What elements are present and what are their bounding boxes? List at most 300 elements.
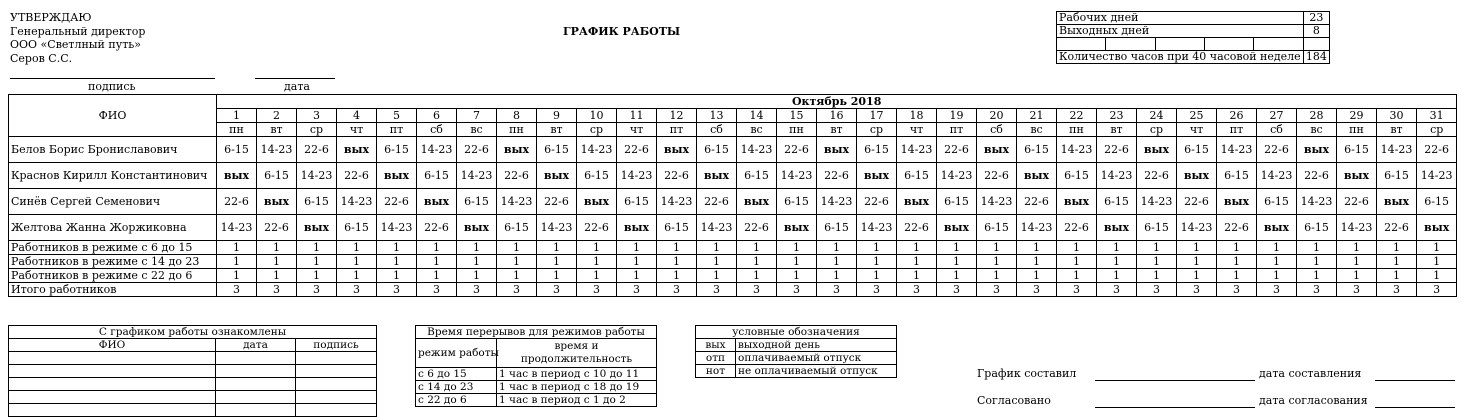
summary-value: 1	[777, 241, 817, 255]
summary-value: 3	[737, 283, 777, 297]
summary-value: 1	[937, 241, 977, 255]
breaks-row	[416, 394, 657, 407]
day-number: 7	[457, 109, 497, 123]
summary-value: 1	[1217, 241, 1257, 255]
stats-row	[1057, 25, 1330, 38]
day-number: 6	[417, 109, 457, 123]
shift-cell: вых	[457, 215, 497, 241]
summary-value: 1	[337, 241, 377, 255]
shift-cell: вых	[257, 189, 297, 215]
summary-value: 3	[817, 283, 857, 297]
shift-cell: 22-6	[737, 215, 777, 241]
shift-cell: 14-23	[897, 137, 937, 163]
shift-cell: 6-15	[817, 215, 857, 241]
break-mode: с 6 до 15	[416, 368, 497, 381]
summary-value: 1	[1137, 269, 1177, 283]
shift-cell: 6-15	[1017, 137, 1057, 163]
shift-cell: 22-6	[657, 163, 697, 189]
weekday: вс	[737, 123, 777, 137]
summary-value: 1	[1417, 269, 1457, 283]
shift-cell: вых	[297, 215, 337, 241]
shift-cell: вых	[1057, 189, 1097, 215]
company-name: ООО «Светлный путь»	[10, 38, 141, 51]
shift-cell: 6-15	[857, 137, 897, 163]
acquainted-sign-cell[interactable]	[296, 378, 377, 391]
summary-value: 1	[1097, 269, 1137, 283]
legend-row	[696, 339, 897, 352]
day-number: 30	[1377, 109, 1417, 123]
shift-cell: вых	[617, 215, 657, 241]
summary-value: 1	[1137, 241, 1177, 255]
acquainted-date-cell[interactable]	[216, 352, 296, 365]
acquainted-empty-row	[9, 365, 377, 378]
day-number: 13	[697, 109, 737, 123]
summary-value: 1	[257, 269, 297, 283]
shift-cell: 14-23	[297, 163, 337, 189]
day-number: 11	[617, 109, 657, 123]
shift-cell: вых	[1137, 137, 1177, 163]
summary-value: 1	[1377, 255, 1417, 269]
summary-value: 1	[1097, 241, 1137, 255]
day-number: 20	[977, 109, 1017, 123]
shift-cell: вых	[937, 215, 977, 241]
shift-cell: вых	[1417, 215, 1457, 241]
shift-cell: 22-6	[1137, 163, 1177, 189]
weekday: вт	[1377, 123, 1417, 137]
summary-row	[9, 241, 1457, 255]
shift-cell: вых	[777, 215, 817, 241]
summary-value: 1	[217, 269, 257, 283]
shift-cell: вых	[1217, 189, 1257, 215]
summary-value: 3	[1417, 283, 1457, 297]
shift-cell: 14-23	[257, 137, 297, 163]
summary-value: 1	[937, 255, 977, 269]
acquainted-col-sign: подпись	[296, 339, 377, 352]
summary-value: 1	[857, 269, 897, 283]
break-time: 1 час в период с 18 до 19	[497, 381, 657, 394]
acquainted-fio-cell[interactable]	[9, 391, 216, 404]
summary-row	[9, 283, 1457, 297]
shift-cell: вых	[1097, 215, 1137, 241]
shift-cell: вых	[1297, 137, 1337, 163]
summary-value: 3	[577, 283, 617, 297]
shift-cell: 14-23	[657, 189, 697, 215]
shift-cell: вых	[897, 189, 937, 215]
summary-value: 1	[537, 255, 577, 269]
weekday: пн	[217, 123, 257, 137]
summary-value: 1	[977, 241, 1017, 255]
summary-value: 1	[737, 255, 777, 269]
day-number: 9	[537, 109, 577, 123]
day-number: 24	[1137, 109, 1177, 123]
compiled-label: График составил	[977, 367, 1077, 380]
acquainted-date-cell[interactable]	[216, 391, 296, 404]
hours-label: Количество часов при 40 часовой неделе	[1057, 51, 1304, 64]
acquainted-date-cell[interactable]	[216, 378, 296, 391]
shift-cell: 6-15	[1417, 189, 1457, 215]
summary-value: 1	[1137, 255, 1177, 269]
summary-value: 1	[1297, 269, 1337, 283]
shift-cell: вых	[857, 163, 897, 189]
shift-cell: 14-23	[1097, 163, 1137, 189]
acquainted-sign-cell[interactable]	[296, 352, 377, 365]
day-number: 27	[1257, 109, 1297, 123]
summary-value: 1	[657, 241, 697, 255]
summary-value: 1	[857, 241, 897, 255]
shift-cell: 22-6	[257, 215, 297, 241]
summary-value: 3	[1137, 283, 1177, 297]
summary-value: 1	[817, 255, 857, 269]
weekday: пн	[777, 123, 817, 137]
break-mode: с 22 до 6	[416, 394, 497, 407]
shift-cell: 14-23	[537, 215, 577, 241]
compiled-date-line[interactable]	[1375, 380, 1455, 381]
day-number: 31	[1417, 109, 1457, 123]
shift-cell: 22-6	[1177, 189, 1217, 215]
summary-value: 1	[497, 255, 537, 269]
summary-value: 1	[897, 241, 937, 255]
hours-value: 184	[1303, 51, 1329, 64]
weekday: сб	[697, 123, 737, 137]
summary-value: 1	[897, 255, 937, 269]
acquainted-sign-cell[interactable]	[296, 391, 377, 404]
work-days-label: Рабочих дней	[1057, 12, 1304, 25]
shift-cell: 14-23	[577, 137, 617, 163]
shift-cell: вых	[1377, 189, 1417, 215]
legend-code: вых	[696, 339, 736, 352]
acquainted-sign-cell[interactable]	[296, 404, 377, 417]
shift-cell: 6-15	[937, 189, 977, 215]
summary-value: 1	[417, 269, 457, 283]
shift-cell: 14-23	[337, 189, 377, 215]
employee-row	[9, 215, 1457, 241]
summary-value: 3	[297, 283, 337, 297]
summary-value: 1	[617, 255, 657, 269]
summary-value: 1	[257, 255, 297, 269]
shift-cell: 14-23	[1257, 163, 1297, 189]
summary-value: 1	[817, 241, 857, 255]
shift-cell: вых	[1257, 215, 1297, 241]
shift-cell: вых	[497, 137, 537, 163]
weekday: пн	[1057, 123, 1097, 137]
breaks-table	[415, 325, 657, 407]
work-days-value: 23	[1303, 12, 1329, 25]
summary-value: 3	[1337, 283, 1377, 297]
shift-cell: 22-6	[1377, 215, 1417, 241]
shift-cell: 14-23	[1177, 215, 1217, 241]
weekday: ср	[857, 123, 897, 137]
weekday: чт	[337, 123, 377, 137]
summary-value: 1	[217, 241, 257, 255]
shift-cell: 14-23	[1217, 137, 1257, 163]
agreed-label: Согласовано	[977, 394, 1051, 407]
acquainted-empty-row	[9, 391, 377, 404]
summary-value: 3	[457, 283, 497, 297]
shift-cell: 22-6	[1417, 137, 1457, 163]
day-number: 5	[377, 109, 417, 123]
summary-value: 1	[1297, 241, 1337, 255]
day-number: 14	[737, 109, 777, 123]
shift-cell: 22-6	[897, 215, 937, 241]
summary-value: 1	[1017, 241, 1057, 255]
day-number: 17	[857, 109, 897, 123]
approver-name: Серов С.С.	[10, 51, 73, 65]
weekday: вс	[457, 123, 497, 137]
summary-value: 1	[217, 255, 257, 269]
summary-value: 1	[657, 255, 697, 269]
weekday: сб	[977, 123, 1017, 137]
shift-cell: вых	[1337, 163, 1377, 189]
summary-value: 1	[1017, 269, 1057, 283]
weekday: чт	[1177, 123, 1217, 137]
shift-cell: 22-6	[1057, 215, 1097, 241]
day-number: 23	[1097, 109, 1137, 123]
summary-value: 1	[1057, 241, 1097, 255]
summary-value: 1	[297, 241, 337, 255]
summary-value: 1	[1097, 255, 1137, 269]
summary-value: 1	[1177, 241, 1217, 255]
shift-cell: 14-23	[617, 163, 657, 189]
shift-cell: 6-15	[777, 189, 817, 215]
summary-value: 1	[537, 269, 577, 283]
shift-cell: 6-15	[297, 189, 337, 215]
summary-value: 1	[497, 241, 537, 255]
summary-value: 1	[417, 255, 457, 269]
agreed-signature-line[interactable]	[1095, 407, 1255, 408]
summary-value: 1	[457, 269, 497, 283]
summary-value: 3	[977, 283, 1017, 297]
shift-cell: 6-15	[1137, 215, 1177, 241]
shift-cell: 14-23	[417, 137, 457, 163]
shift-cell: 6-15	[1057, 163, 1097, 189]
summary-value: 1	[337, 255, 377, 269]
weekday: ср	[1417, 123, 1457, 137]
shift-cell: 22-6	[577, 215, 617, 241]
acquainted-title: С графиком работы ознакомлены	[9, 326, 377, 339]
shift-cell: 6-15	[577, 163, 617, 189]
days-off-value: 8	[1303, 25, 1329, 38]
shift-cell: 22-6	[977, 163, 1017, 189]
weekday: сб	[1257, 123, 1297, 137]
shift-cell: 14-23	[777, 163, 817, 189]
legend-row	[696, 352, 897, 365]
summary-value: 3	[257, 283, 297, 297]
shift-cell: 6-15	[377, 137, 417, 163]
shift-cell: 22-6	[617, 137, 657, 163]
day-number: 29	[1337, 109, 1377, 123]
summary-value: 1	[777, 255, 817, 269]
legend-row	[696, 365, 897, 378]
summary-value: 1	[617, 241, 657, 255]
weekday: вт	[1097, 123, 1137, 137]
acquainted-empty-row	[9, 378, 377, 391]
agreed-date-line[interactable]	[1375, 407, 1455, 408]
employee-row	[9, 189, 1457, 215]
summary-value: 1	[577, 255, 617, 269]
weekday-row	[9, 123, 1457, 137]
shift-cell: 22-6	[1097, 137, 1137, 163]
weekday: пт	[937, 123, 977, 137]
day-number: 21	[1017, 109, 1057, 123]
shift-cell: 14-23	[457, 163, 497, 189]
summary-value: 1	[977, 269, 1017, 283]
shift-cell: 6-15	[257, 163, 297, 189]
shift-cell: 22-6	[337, 163, 377, 189]
stats-row	[1057, 51, 1330, 64]
summary-value: 1	[377, 241, 417, 255]
summary-value: 1	[257, 241, 297, 255]
acquainted-col-fio: ФИО	[9, 339, 216, 352]
summary-label: Работников в режиме с 22 до 6	[9, 269, 217, 283]
summary-value: 1	[817, 269, 857, 283]
shift-cell: 6-15	[737, 163, 777, 189]
summary-value: 1	[1017, 255, 1057, 269]
employee-row	[9, 163, 1457, 189]
summary-value: 1	[1257, 241, 1297, 255]
summary-value: 3	[857, 283, 897, 297]
shift-cell: 14-23	[497, 189, 537, 215]
summary-value: 1	[577, 241, 617, 255]
shift-cell: 22-6	[1257, 137, 1297, 163]
acquainted-fio-cell[interactable]	[9, 352, 216, 365]
acquainted-date-cell[interactable]	[216, 404, 296, 417]
approval-signature-line	[10, 78, 215, 79]
summary-value: 3	[337, 283, 377, 297]
summary-value: 1	[1417, 241, 1457, 255]
day-number: 15	[777, 109, 817, 123]
shift-cell: 6-15	[617, 189, 657, 215]
page-title: ГРАФИК РАБОТЫ	[563, 25, 681, 38]
shift-cell: 14-23	[1057, 137, 1097, 163]
weekday: вт	[257, 123, 297, 137]
shift-cell: 14-23	[1297, 189, 1337, 215]
shift-cell: 6-15	[1217, 163, 1257, 189]
breaks-row	[416, 381, 657, 394]
acquainted-fio-cell[interactable]	[9, 365, 216, 378]
legend-table	[695, 325, 897, 378]
acquainted-sign-cell[interactable]	[296, 365, 377, 378]
shift-cell: вых	[377, 163, 417, 189]
legend-code: отп	[696, 352, 736, 365]
summary-value: 3	[1177, 283, 1217, 297]
acquainted-empty-row	[9, 352, 377, 365]
summary-label: Итого работников	[9, 283, 217, 297]
summary-value: 1	[1257, 255, 1297, 269]
summary-value: 3	[1057, 283, 1097, 297]
shift-cell: 22-6	[457, 137, 497, 163]
summary-value: 3	[497, 283, 537, 297]
shift-cell: 14-23	[937, 163, 977, 189]
day-number: 26	[1217, 109, 1257, 123]
shift-cell: 6-15	[337, 215, 377, 241]
day-number: 18	[897, 109, 937, 123]
employee-row	[9, 137, 1457, 163]
shift-cell: 6-15	[1177, 137, 1217, 163]
shift-cell: вых	[977, 137, 1017, 163]
shift-cell: 6-15	[1097, 189, 1137, 215]
summary-value: 1	[1177, 269, 1217, 283]
shift-cell: 6-15	[697, 137, 737, 163]
weekday: пт	[1217, 123, 1257, 137]
shift-cell: вых	[1017, 163, 1057, 189]
breaks-title: Время перерывов для режимов работы	[416, 326, 657, 339]
summary-value: 1	[1377, 269, 1417, 283]
employee-name: Белов Борис Брониславович	[9, 137, 217, 163]
shift-cell: вых	[217, 163, 257, 189]
approver-position: Генеральный директор	[10, 24, 146, 38]
summary-value: 3	[617, 283, 657, 297]
summary-value: 3	[697, 283, 737, 297]
breaks-col-time: время и продолжительность	[497, 339, 657, 368]
acquainted-fio-cell[interactable]	[9, 378, 216, 391]
day-number: 8	[497, 109, 537, 123]
month-title: Октябрь 2018	[217, 95, 1457, 109]
legend-desc: не оплачиваемый отпуск	[736, 365, 897, 378]
summary-value: 1	[537, 241, 577, 255]
day-number-row	[9, 109, 1457, 123]
approval-date-line	[255, 78, 335, 79]
acquainted-empty-row	[9, 404, 377, 417]
approval-heading: УТВЕРЖДАЮ	[10, 11, 92, 24]
break-mode: с 14 до 23	[416, 381, 497, 394]
summary-value: 1	[777, 269, 817, 283]
employee-name: Краснов Кирилл Константинович	[9, 163, 217, 189]
shift-cell: 22-6	[1297, 163, 1337, 189]
summary-row	[9, 269, 1457, 283]
shift-cell: 14-23	[1337, 215, 1377, 241]
shift-cell: вых	[417, 189, 457, 215]
shift-cell: 6-15	[457, 189, 497, 215]
weekday: пт	[657, 123, 697, 137]
summary-value: 1	[1217, 269, 1257, 283]
summary-value: 1	[937, 269, 977, 283]
shift-cell: 6-15	[657, 215, 697, 241]
shift-cell: 14-23	[217, 215, 257, 241]
weekday: ср	[1137, 123, 1177, 137]
summary-value: 1	[737, 241, 777, 255]
compiled-signature-line[interactable]	[1095, 380, 1255, 381]
shift-cell: вых	[337, 137, 377, 163]
acquainted-fio-cell[interactable]	[9, 404, 216, 417]
shift-cell: вых	[1177, 163, 1217, 189]
shift-cell: 14-23	[1377, 137, 1417, 163]
shift-cell: 6-15	[417, 163, 457, 189]
weekday: сб	[417, 123, 457, 137]
summary-value: 1	[697, 255, 737, 269]
shift-cell: 14-23	[817, 189, 857, 215]
shift-cell: 6-15	[537, 137, 577, 163]
summary-value: 1	[1057, 255, 1097, 269]
shift-cell: 6-15	[1337, 137, 1377, 163]
shift-cell: 22-6	[1337, 189, 1377, 215]
acquainted-date-cell[interactable]	[216, 365, 296, 378]
summary-value: 3	[1297, 283, 1337, 297]
summary-value: 1	[697, 269, 737, 283]
summary-value: 1	[457, 241, 497, 255]
summary-value: 3	[897, 283, 937, 297]
shift-cell: 22-6	[217, 189, 257, 215]
summary-value: 3	[537, 283, 577, 297]
weekday: пн	[1337, 123, 1377, 137]
weekday: вс	[1297, 123, 1337, 137]
summary-value: 1	[1257, 269, 1297, 283]
summary-value: 1	[297, 269, 337, 283]
summary-value: 1	[1337, 241, 1377, 255]
shift-cell: 14-23	[857, 215, 897, 241]
shift-cell: 22-6	[937, 137, 977, 163]
shift-cell: 22-6	[497, 163, 537, 189]
day-number: 2	[257, 109, 297, 123]
